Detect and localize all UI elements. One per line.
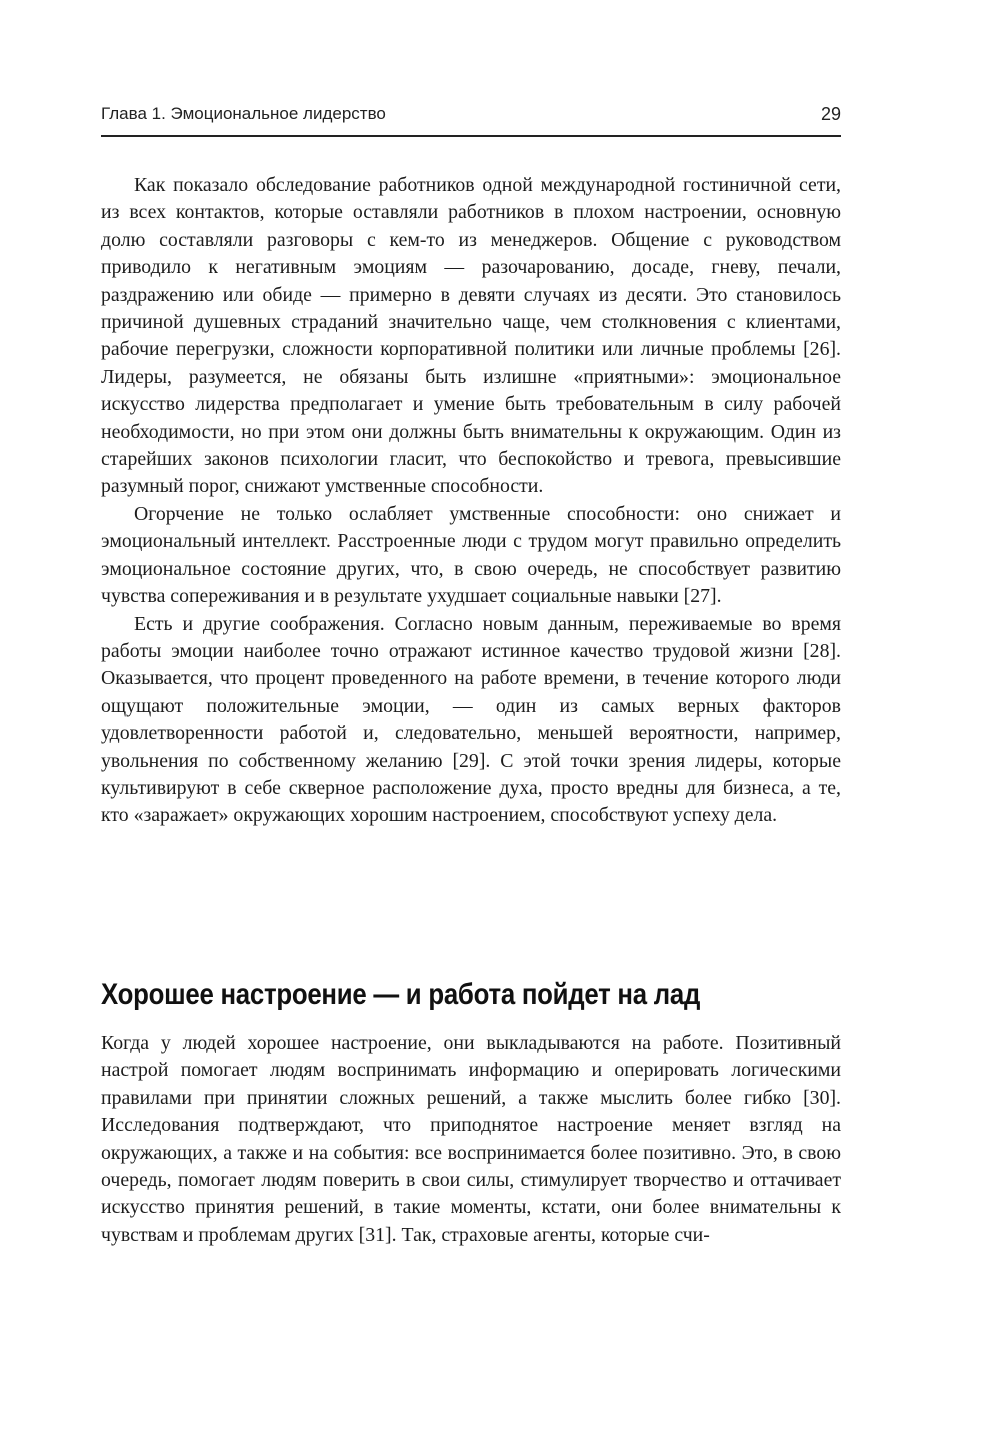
paragraph: Когда у людей хорошее настроение, они выкладываются на работе. Позитивный настрой помогает людям воспринимать информацию и оперировать логическими правилами при принятии сложных решений, а также мыслить более гибко [30]. Исследования подтверждают, что приподнятое настроение меняет взгляд на окружающих, а также и на события: все воспринимается более позитивно. Это, в свою очередь, помогает людям поверить в свои силы, стимулирует творчество и оттачивает искусство принятия решений, в такие моменты, кстати, они более внимательны к чувствам и проблемам других [31]. Так, страховые агенты, которые счи-	[101, 1032, 841, 1246]
page-number: 29	[820, 104, 841, 124]
paragraph: Огорчение не только ослабляет умственные способности: оно снижает и эмоциональный интеллект. Расстроенные люди с трудом могут правильно определить эмоциональное состояние других, что, в свою очередь, не способствует развитию чувства сопереживания и в результате ухудшает социальные навыки [27].	[101, 502, 841, 608]
paragraph: Как показало обследование работников одной международной гостиничной сети, из всех контактов, которые оставляли работников в плохом настроении, основную долю составляли разговоры с кем-то из менеджеров. Общение с руководством приводило к негативным эмоциям — разочарованию, досаде, гневу, печали, раздражению или обиде — примерно в девяти случаях из десяти. Это становилось причиной душевных страданий значительно чаще, чем столкновения с клиентами, рабочие перегрузки, сложности корпоративной политики или личные проблемы [26]. Лидеры, разумеется, не обязаны быть излишне «приятными»: эмоциональное искусство лидерства предполагает и умение быть требовательным в силу рабочей необходимости, но при этом они должны быть внимательны к окружающим. Один из старейших законов психологии гласит, что беспокойство и тревога, превысившие разумный порог, снижают умственные способности.	[101, 174, 841, 498]
chapter-title: Глава 1. Эмоциональное лидерство	[101, 104, 386, 123]
paragraph: Есть и другие соображения. Согласно новым данным, переживаемые во время работы эмоции наиболее точно отражают истинное качество трудовой жизни [28]. Оказывается, что процент проведенного на работе времени, в течение которого люди ощущают положительные эмоции, — один из самых верных факторов удовлетворенности работой и, следовательно, меньшей вероятности, например, увольнения по собственному желанию [29]. С этой точки зрения лидеры, которые культивируют в себе скверное расположение духа, просто вредны для бизнеса, а те, кто «заражает» окружающих хорошим настроением, способствуют успеху дела.	[101, 612, 841, 827]
section-heading: Хорошее настроение — и работа пойдет на лад	[101, 978, 701, 1011]
section-body	[101, 1030, 841, 1249]
header-rule	[101, 135, 841, 137]
running-head	[101, 100, 841, 128]
body-text-block	[101, 172, 841, 830]
